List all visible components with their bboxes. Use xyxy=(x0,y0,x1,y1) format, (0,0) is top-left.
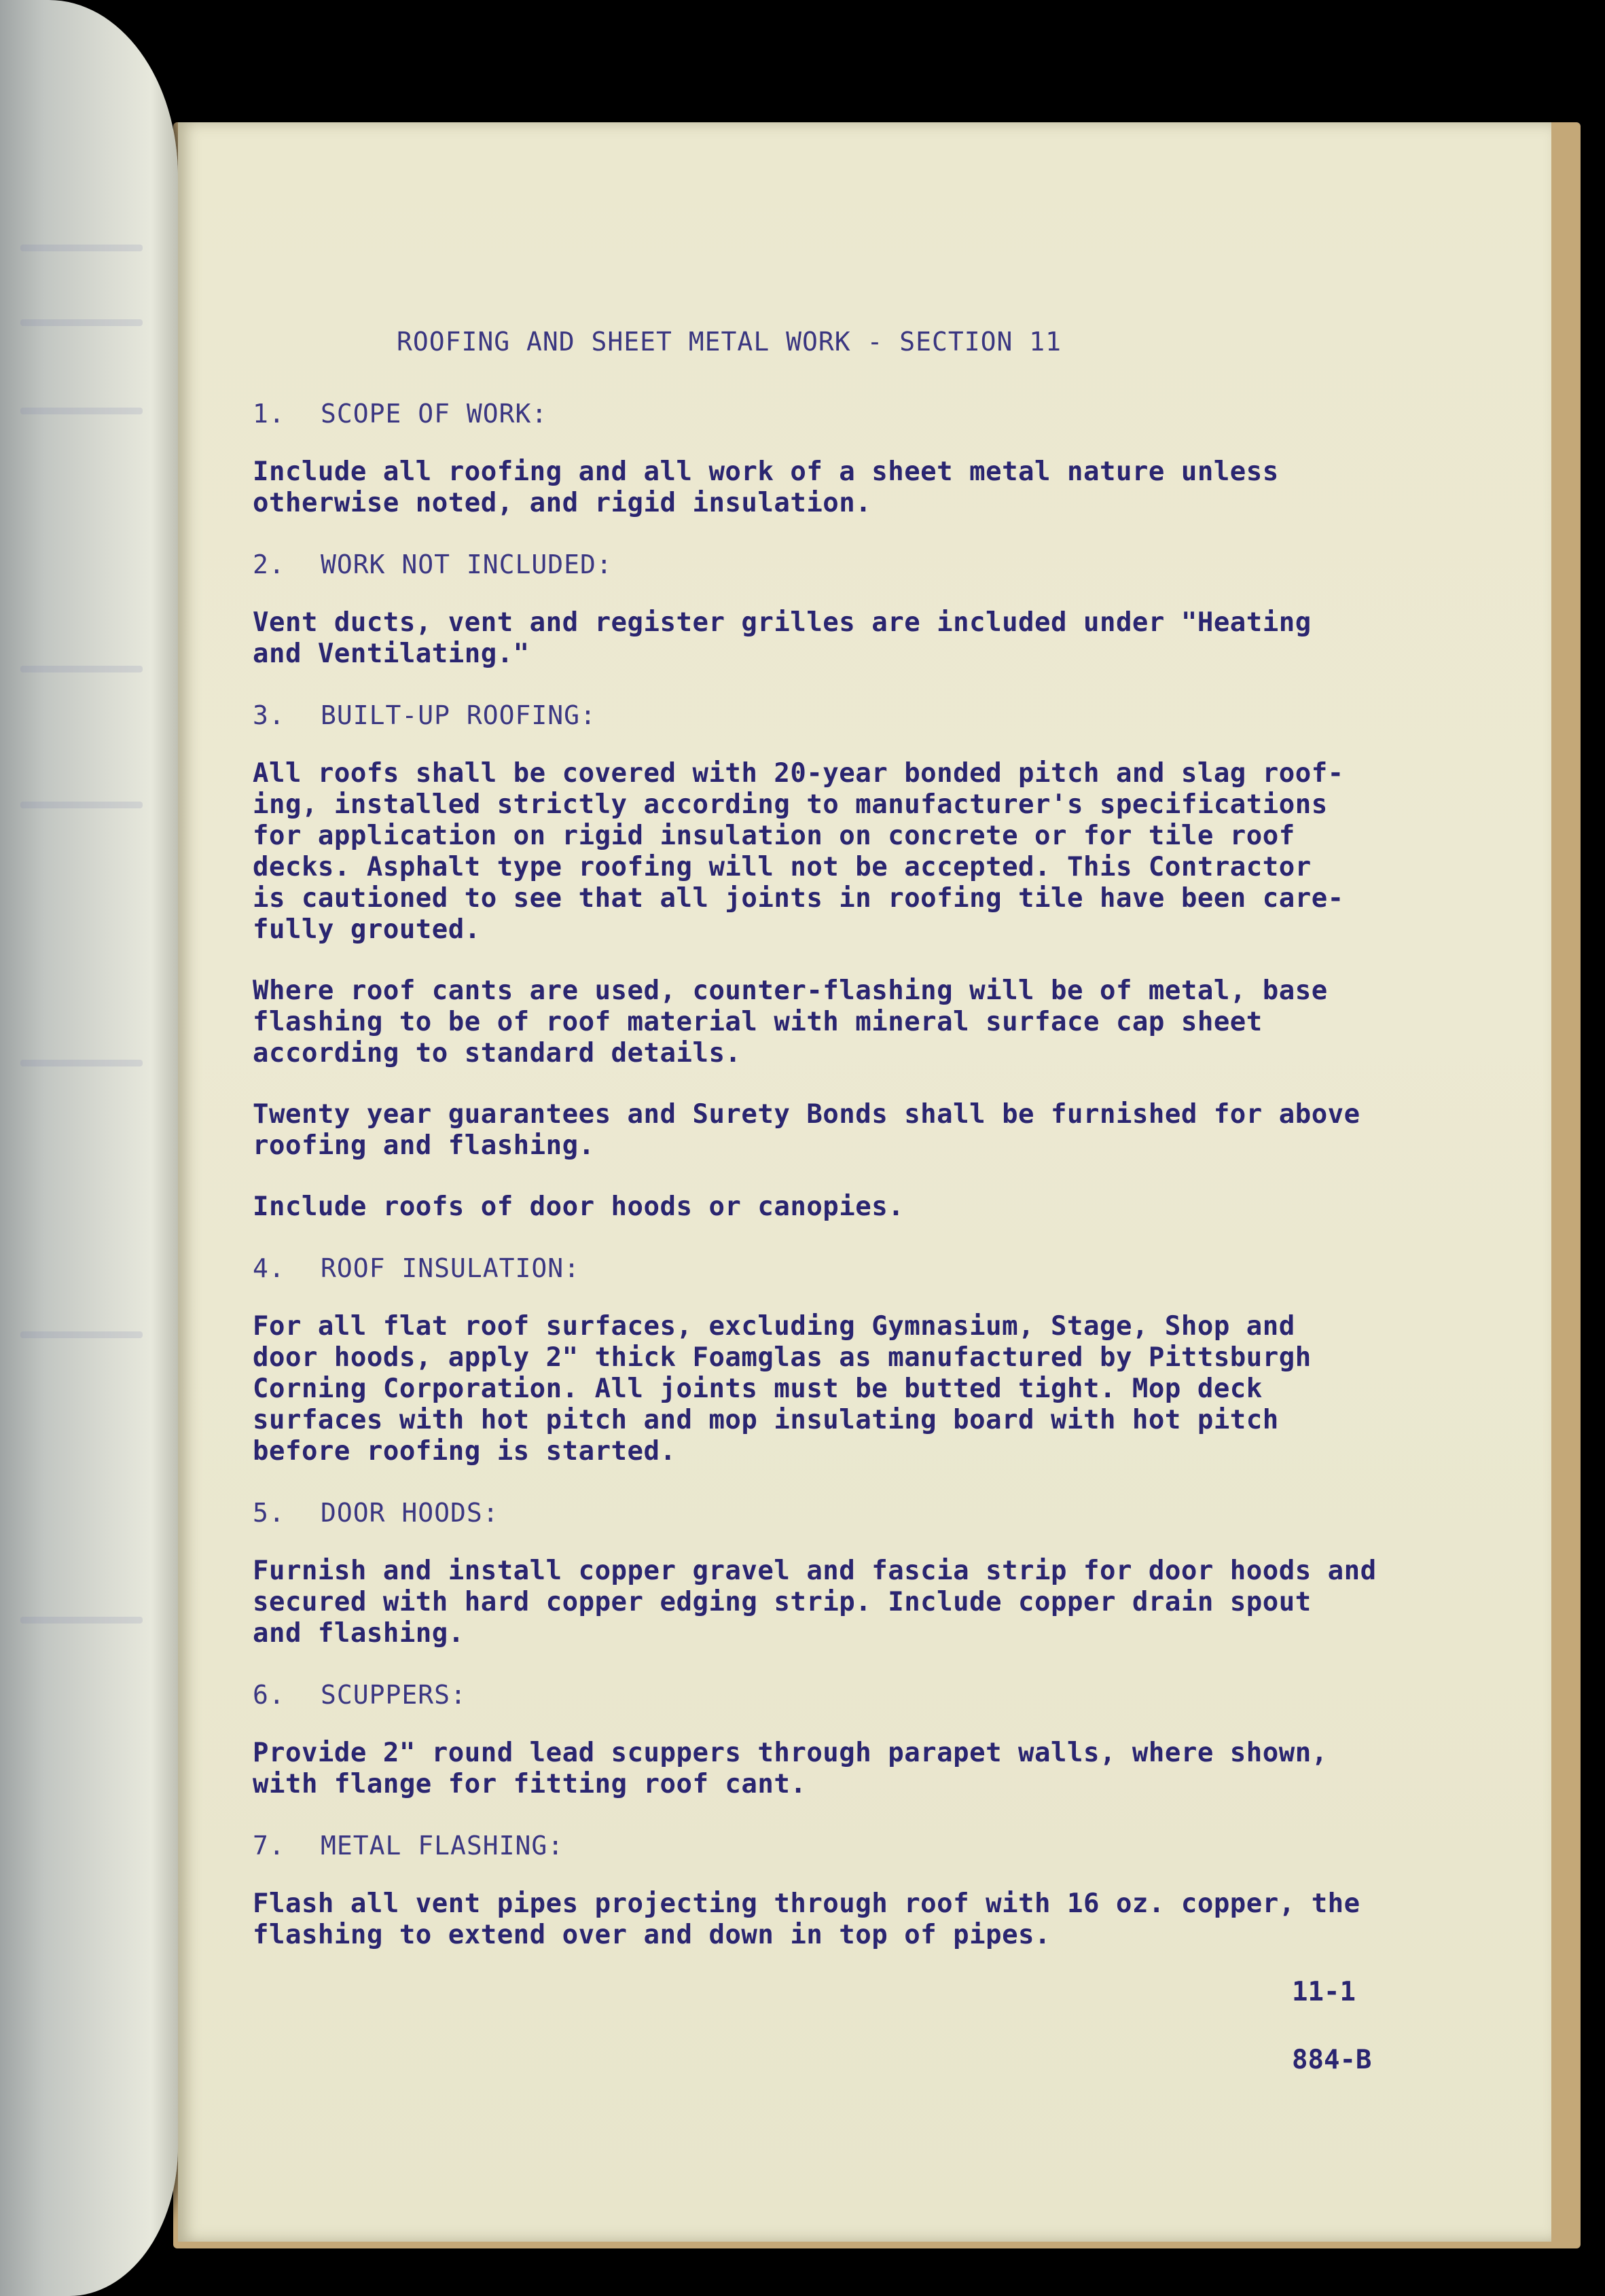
section-heading-text: BUILT-UP ROOFING: xyxy=(321,700,596,730)
section-7 xyxy=(253,1830,1530,1951)
bleed-through-line xyxy=(20,802,143,808)
bleed-through-line xyxy=(20,319,143,326)
bleed-through-line xyxy=(20,245,143,251)
section-paragraph: Provide 2" round lead scuppers through parapet walls, where shown, with flange for fitting roof cant. xyxy=(253,1738,1328,1799)
page-number: 11-1 xyxy=(1292,1977,1356,2007)
section-paragraph: Flash all vent pipes projecting through roof with 16 oz. copper, the flashing to extend over and down in top of pipes. xyxy=(253,1888,1360,1950)
section-number: 1. xyxy=(253,399,285,429)
section-2 xyxy=(253,549,1530,670)
section-paragraph: All roofs shall be covered with 20-year bonded pitch and slag roof- ing, installed strictly according to manufacturer's specifications for application on rigid insulation on concrete or for tile roof decks. Asphalt type roofing will not be accepted. This Contractor is cautioned to see that all joints in roofing tile have been care- fully grouted. xyxy=(253,758,1344,945)
section-paragraph: Vent ducts, vent and register grilles are included under "Heating and Ventilating." xyxy=(253,607,1312,669)
section-paragraph: Furnish and install copper gravel and fascia strip for door hoods and secured with hard copper edging strip. Include copper drain spout and flashing. xyxy=(253,1556,1377,1649)
section-4 xyxy=(253,1253,1530,1467)
section-heading-text: METAL FLASHING: xyxy=(321,1831,564,1861)
section-heading xyxy=(253,1253,1530,1284)
section-paragraph: For all flat roof surfaces, excluding Gymnasium, Stage, Shop and door hoods, apply 2" thick Foamglas as manufactured by Pittsburgh Corning Corporation. All joints must be butted tight. Mop deck surfaces with hot pitch and mop insulating board with hot pitch before roofing is started. xyxy=(253,1311,1312,1467)
section-number: 6. xyxy=(253,1680,285,1710)
section-1 xyxy=(253,398,1530,519)
bleed-through-line xyxy=(20,666,143,672)
section-heading xyxy=(253,549,1530,580)
bleed-through-line xyxy=(20,1617,143,1624)
sections-container xyxy=(253,398,1530,1951)
section-paragraph: Twenty year guarantees and Surety Bonds shall be furnished for above roofing and flashing. xyxy=(253,1099,1360,1161)
section-paragraph: Include roofs of door hoods or canopies. xyxy=(253,1191,905,1222)
section-5 xyxy=(253,1497,1530,1649)
section-3 xyxy=(253,700,1530,1223)
section-number: 4. xyxy=(253,1253,285,1283)
document-page xyxy=(178,122,1551,2242)
bleed-through-line xyxy=(20,1060,143,1066)
section-number: 2. xyxy=(253,550,285,579)
bleed-through-line xyxy=(20,1331,143,1338)
section-heading xyxy=(253,700,1530,731)
section-number: 5. xyxy=(253,1498,285,1528)
section-heading xyxy=(253,1679,1530,1710)
bleed-through-line xyxy=(20,408,143,414)
section-heading xyxy=(253,1497,1530,1528)
section-heading-text: SCUPPERS: xyxy=(321,1680,467,1710)
section-heading-text: SCOPE OF WORK: xyxy=(321,399,548,429)
section-heading-text: DOOR HOODS: xyxy=(321,1498,499,1528)
section-heading-text: ROOF INSULATION: xyxy=(321,1253,581,1283)
section-heading xyxy=(253,1830,1530,1861)
section-paragraph: Where roof cants are used, counter-flashing will be of metal, base flashing to be of roof material with mineral surface cap sheet according to standard details. xyxy=(253,975,1328,1069)
page-body xyxy=(253,326,1530,1981)
section-number: 3. xyxy=(253,700,285,730)
section-heading-text: WORK NOT INCLUDED: xyxy=(321,550,613,579)
section-6 xyxy=(253,1679,1530,1800)
document-title: ROOFING AND SHEET METAL WORK - SECTION 11 xyxy=(397,327,1062,357)
left-page-curl xyxy=(0,0,178,2296)
document-code: 884-B xyxy=(1292,2045,1372,2075)
section-heading xyxy=(253,398,1530,429)
section-paragraph: Include all roofing and all work of a sheet metal nature unless otherwise noted, and rigid insulation. xyxy=(253,456,1279,518)
section-number: 7. xyxy=(253,1831,285,1861)
